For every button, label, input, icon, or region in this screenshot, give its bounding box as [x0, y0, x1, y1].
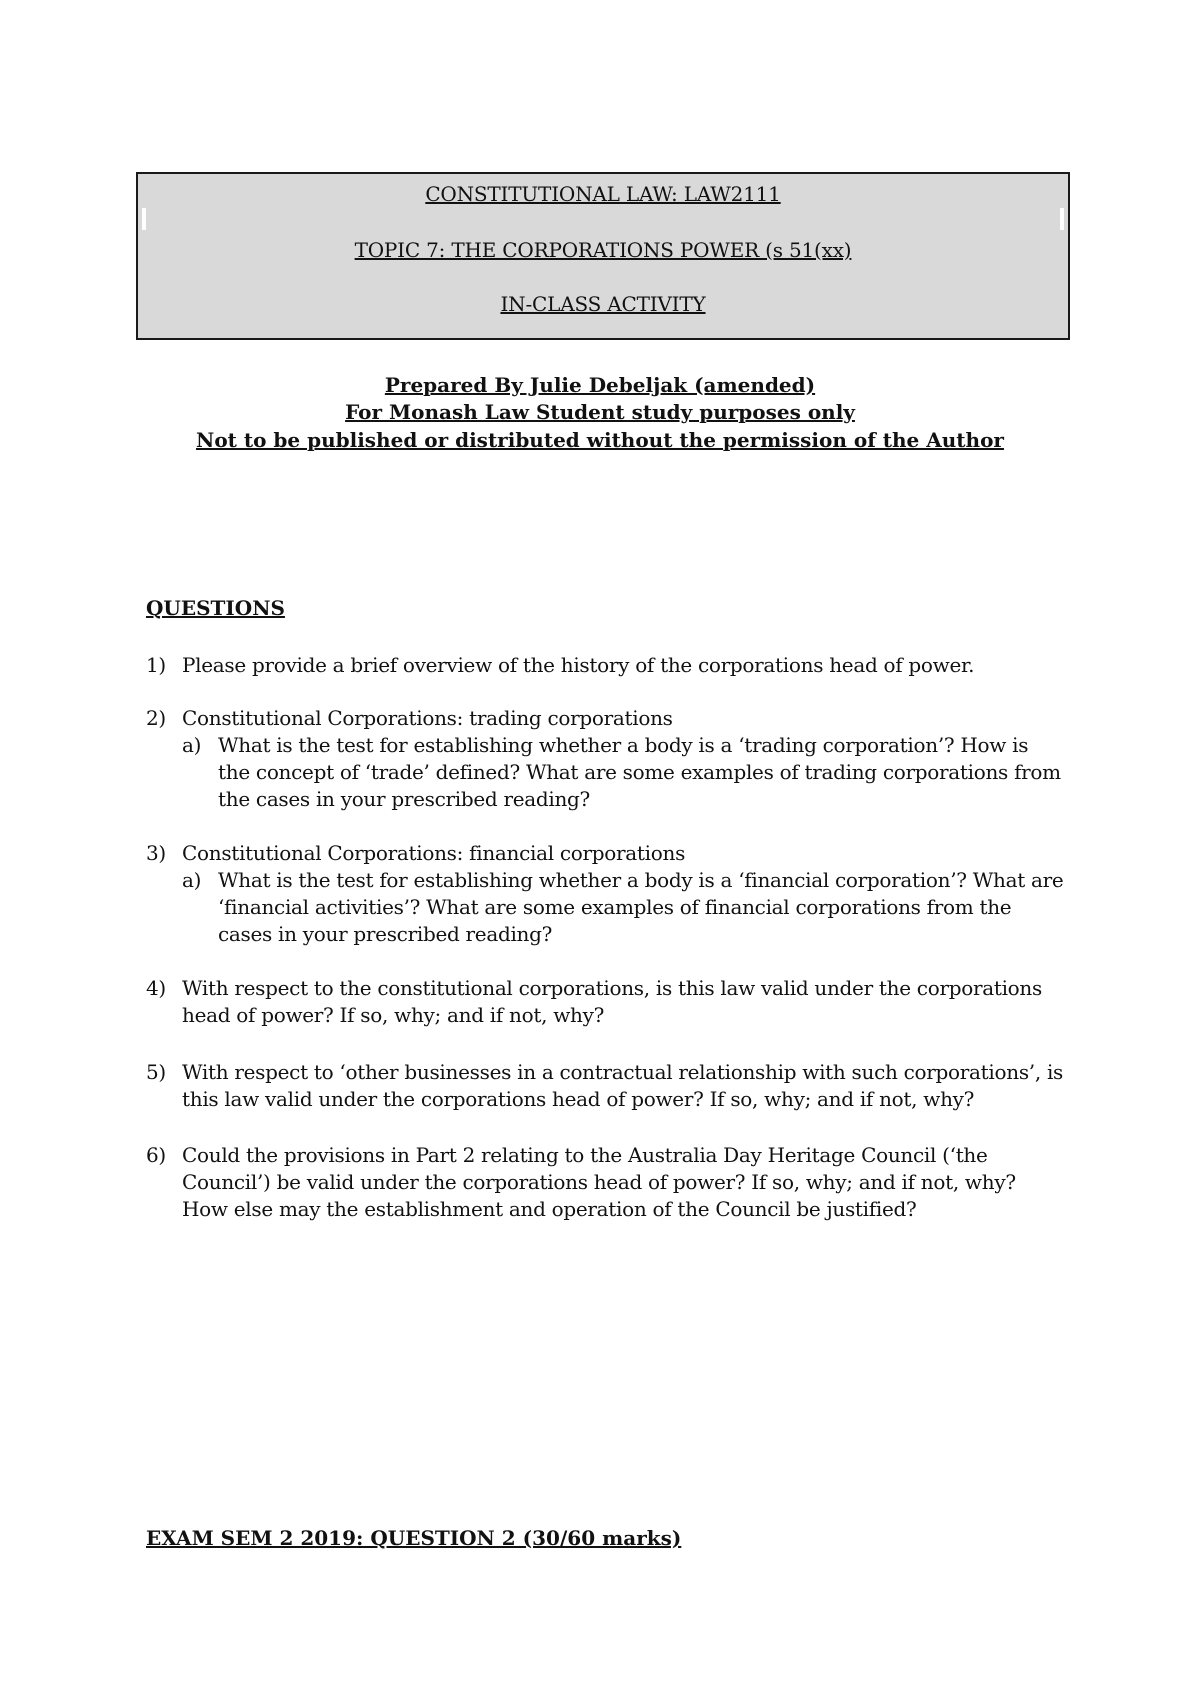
exam-heading: EXAM SEM 2 2019: QUESTION 2 (30/60 marks) — [146, 1526, 682, 1550]
questions-heading: QUESTIONS — [146, 596, 285, 620]
author-line: Prepared By Julie Debeljak (amended) — [384, 373, 816, 397]
question-number: 6) — [146, 1143, 166, 1167]
activity-title: IN-CLASS ACTIVITY — [500, 292, 706, 316]
purpose-line: For Monash Law Student study purposes only — [345, 400, 855, 424]
question-item — [146, 705, 1066, 813]
question-text: Could the provisions in Part 2 relating to the Australia Day Heritage Council (‘the Council’) be valid under the corporations head of power? If so, why; and if not, why? How else may the establishment and operation of the Council be justified? — [182, 1143, 1016, 1221]
question-item — [146, 1059, 1066, 1113]
title-box — [136, 172, 1070, 340]
sub-question-item — [182, 732, 1066, 813]
question-text: Constitutional Corporations: trading corporations — [182, 706, 673, 730]
topic-title: TOPIC 7: THE CORPORATIONS POWER (s 51(xx) — [354, 238, 852, 262]
sub-question-text: What is the test for establishing whether a body is a ‘financial corporation’? What are ‘financial activities’? What are some examples of financial corporations from the cases in your prescribed reading? — [218, 868, 1064, 946]
question-number: 3) — [146, 841, 166, 865]
question-item — [146, 1142, 1066, 1223]
question-number: 2) — [146, 706, 166, 730]
question-text: With respect to ‘other businesses in a contractual relationship with such corporations’, is this law valid under the corporations head of power? If so, why; and if not, why? — [182, 1060, 1064, 1111]
sub-question-number: a) — [182, 733, 202, 757]
question-text: Constitutional Corporations: financial corporations — [182, 841, 686, 865]
question-text: Please provide a brief overview of the history of the corporations head of power. — [182, 653, 975, 677]
question-number: 4) — [146, 976, 166, 1000]
question-number: 1) — [146, 653, 166, 677]
title-box-right-mark — [1060, 208, 1064, 230]
question-text: With respect to the constitutional corporations, is this law valid under the corporations head of power? If so, why; and if not, why? — [182, 976, 1042, 1027]
course-title: CONSTITUTIONAL LAW: LAW2111 — [425, 182, 781, 206]
title-box-left-mark — [142, 208, 146, 230]
sub-question-text: What is the test for establishing whether a body is a ‘trading corporation’? How is the concept of ‘trade’ defined? What are some examples of trading corporations from the cases in your prescribed reading? — [218, 733, 1061, 811]
restriction-line: Not to be published or distributed without the permission of the Author — [196, 428, 1004, 452]
question-item — [146, 840, 1066, 948]
question-item — [146, 652, 1066, 679]
sub-question-item — [182, 867, 1066, 948]
sub-question-number: a) — [182, 868, 202, 892]
question-item — [146, 975, 1066, 1029]
question-number: 5) — [146, 1060, 166, 1084]
